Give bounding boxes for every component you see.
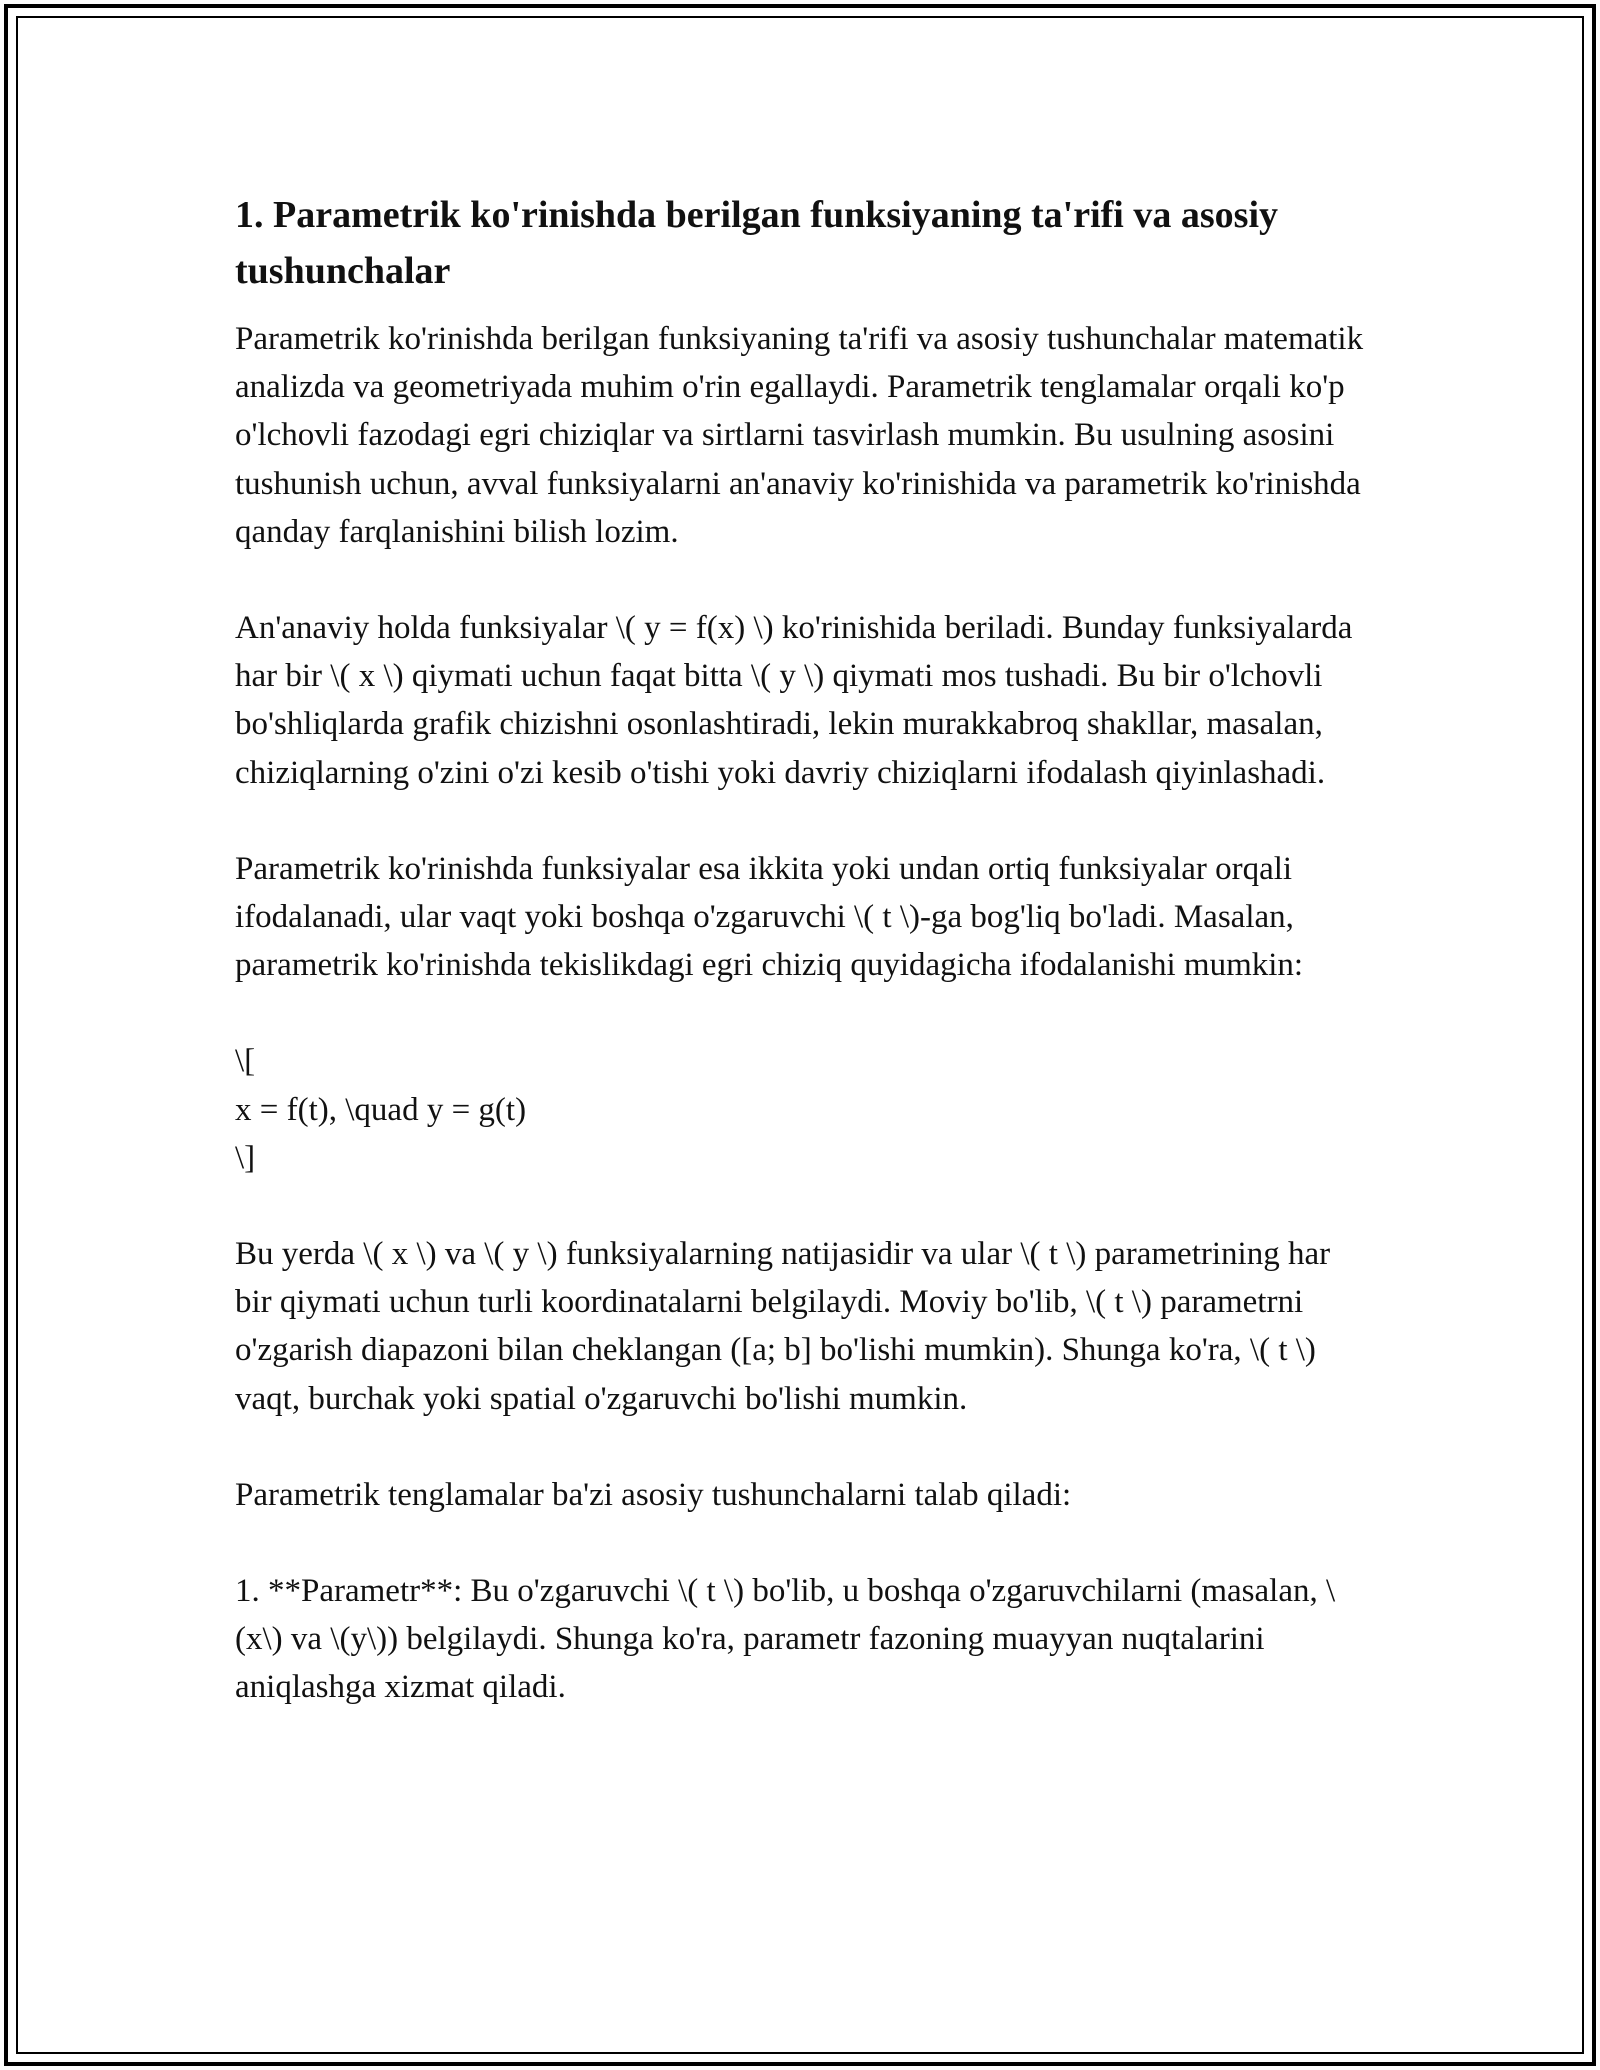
paragraph-parametric-form: Parametrik ko'rinishda funksiyalar esa ikkita yoki undan ortiq funksiyalar orqali ifodalanadi, ular vaqt yoki boshqa o'zgaruvchi \( t \)-ga bog'liq bo'ladi. Masalan, parametrik ko'rinishda tekislikdagi egri chiziq quyidagicha ifodalanishi mumkin: bbox=[235, 850, 1304, 984]
paragraph-explanation: Bu yerda \( x \) va \( y \) funksiyalarning natijasidir va ular \( t \) parametrining har bir qiymati uchun turli koordinatalarni belgilaydi. Moviy bo'lib, \( t \) parametrni o'zgarish diapazoni bilan cheklangan ([a; b] bo'lishi mumkin). Shunga ko'ra, \( t \) vaqt, burchak yoki spatial o'zgaruvchi bo'lishi mumkin. bbox=[235, 1236, 1331, 1417]
paragraph-traditional-functions: An'anaviy holda funksiyalar \( y = f(x) \) ko'rinishida beriladi. Bunday funksiyalarda har bir \( x \) qiymati uchun faqat bitta \( y \) qiymati mos tushadi. Bu bir o'lchovli bo'shliqlarda grafik chizishni osonlashtiradi, lekin murakkabroq shakllar, masalan, chiziqlarning o'zini o'zi kesib o'tishi yoki davriy chiziqlarni ifodalash qiyinlashadi. bbox=[235, 610, 1353, 791]
section-heading: 1. Parametrik ko'rinishda berilgan funksiyaning ta'rifi va asosiy tushunchalar bbox=[235, 194, 1278, 292]
paragraph-intro: Parametrik ko'rinishda berilgan funksiyaning ta'rifi va asosiy tushunchalar matematik analizda va geometriyada muhim o'rin egallaydi. Parametrik tenglamalar orqali ko'p o'lchovli fazodagi egri chiziqlar va sirtlarni tasvirlash mumkin. Bu usulning asosini tushunish uchun, avval funksiyalarni an'anaviy ko'rinishida va parametrik ko'rinishda qanday farqlanishini bilish lozim. bbox=[235, 321, 1364, 550]
formula-block: \[ x = f(t), \quad y = g(t) \] bbox=[235, 1043, 527, 1176]
paragraph-basic-concepts: Parametrik tenglamalar ba'zi asosiy tushunchalarni talab qiladi: bbox=[235, 1476, 1072, 1513]
document-body bbox=[235, 187, 1370, 1760]
list-item-parameter: 1. **Parametr**: Bu o'zgaruvchi \( t \) bo'lib, u boshqa o'zgaruvchilarni (masalan, \(x\) va \(y\)) belgilaydi. Shunga ko'ra, parametr fazoning muayyan nuqtalarini aniqlashga xizmat qiladi. bbox=[235, 1573, 1336, 1706]
